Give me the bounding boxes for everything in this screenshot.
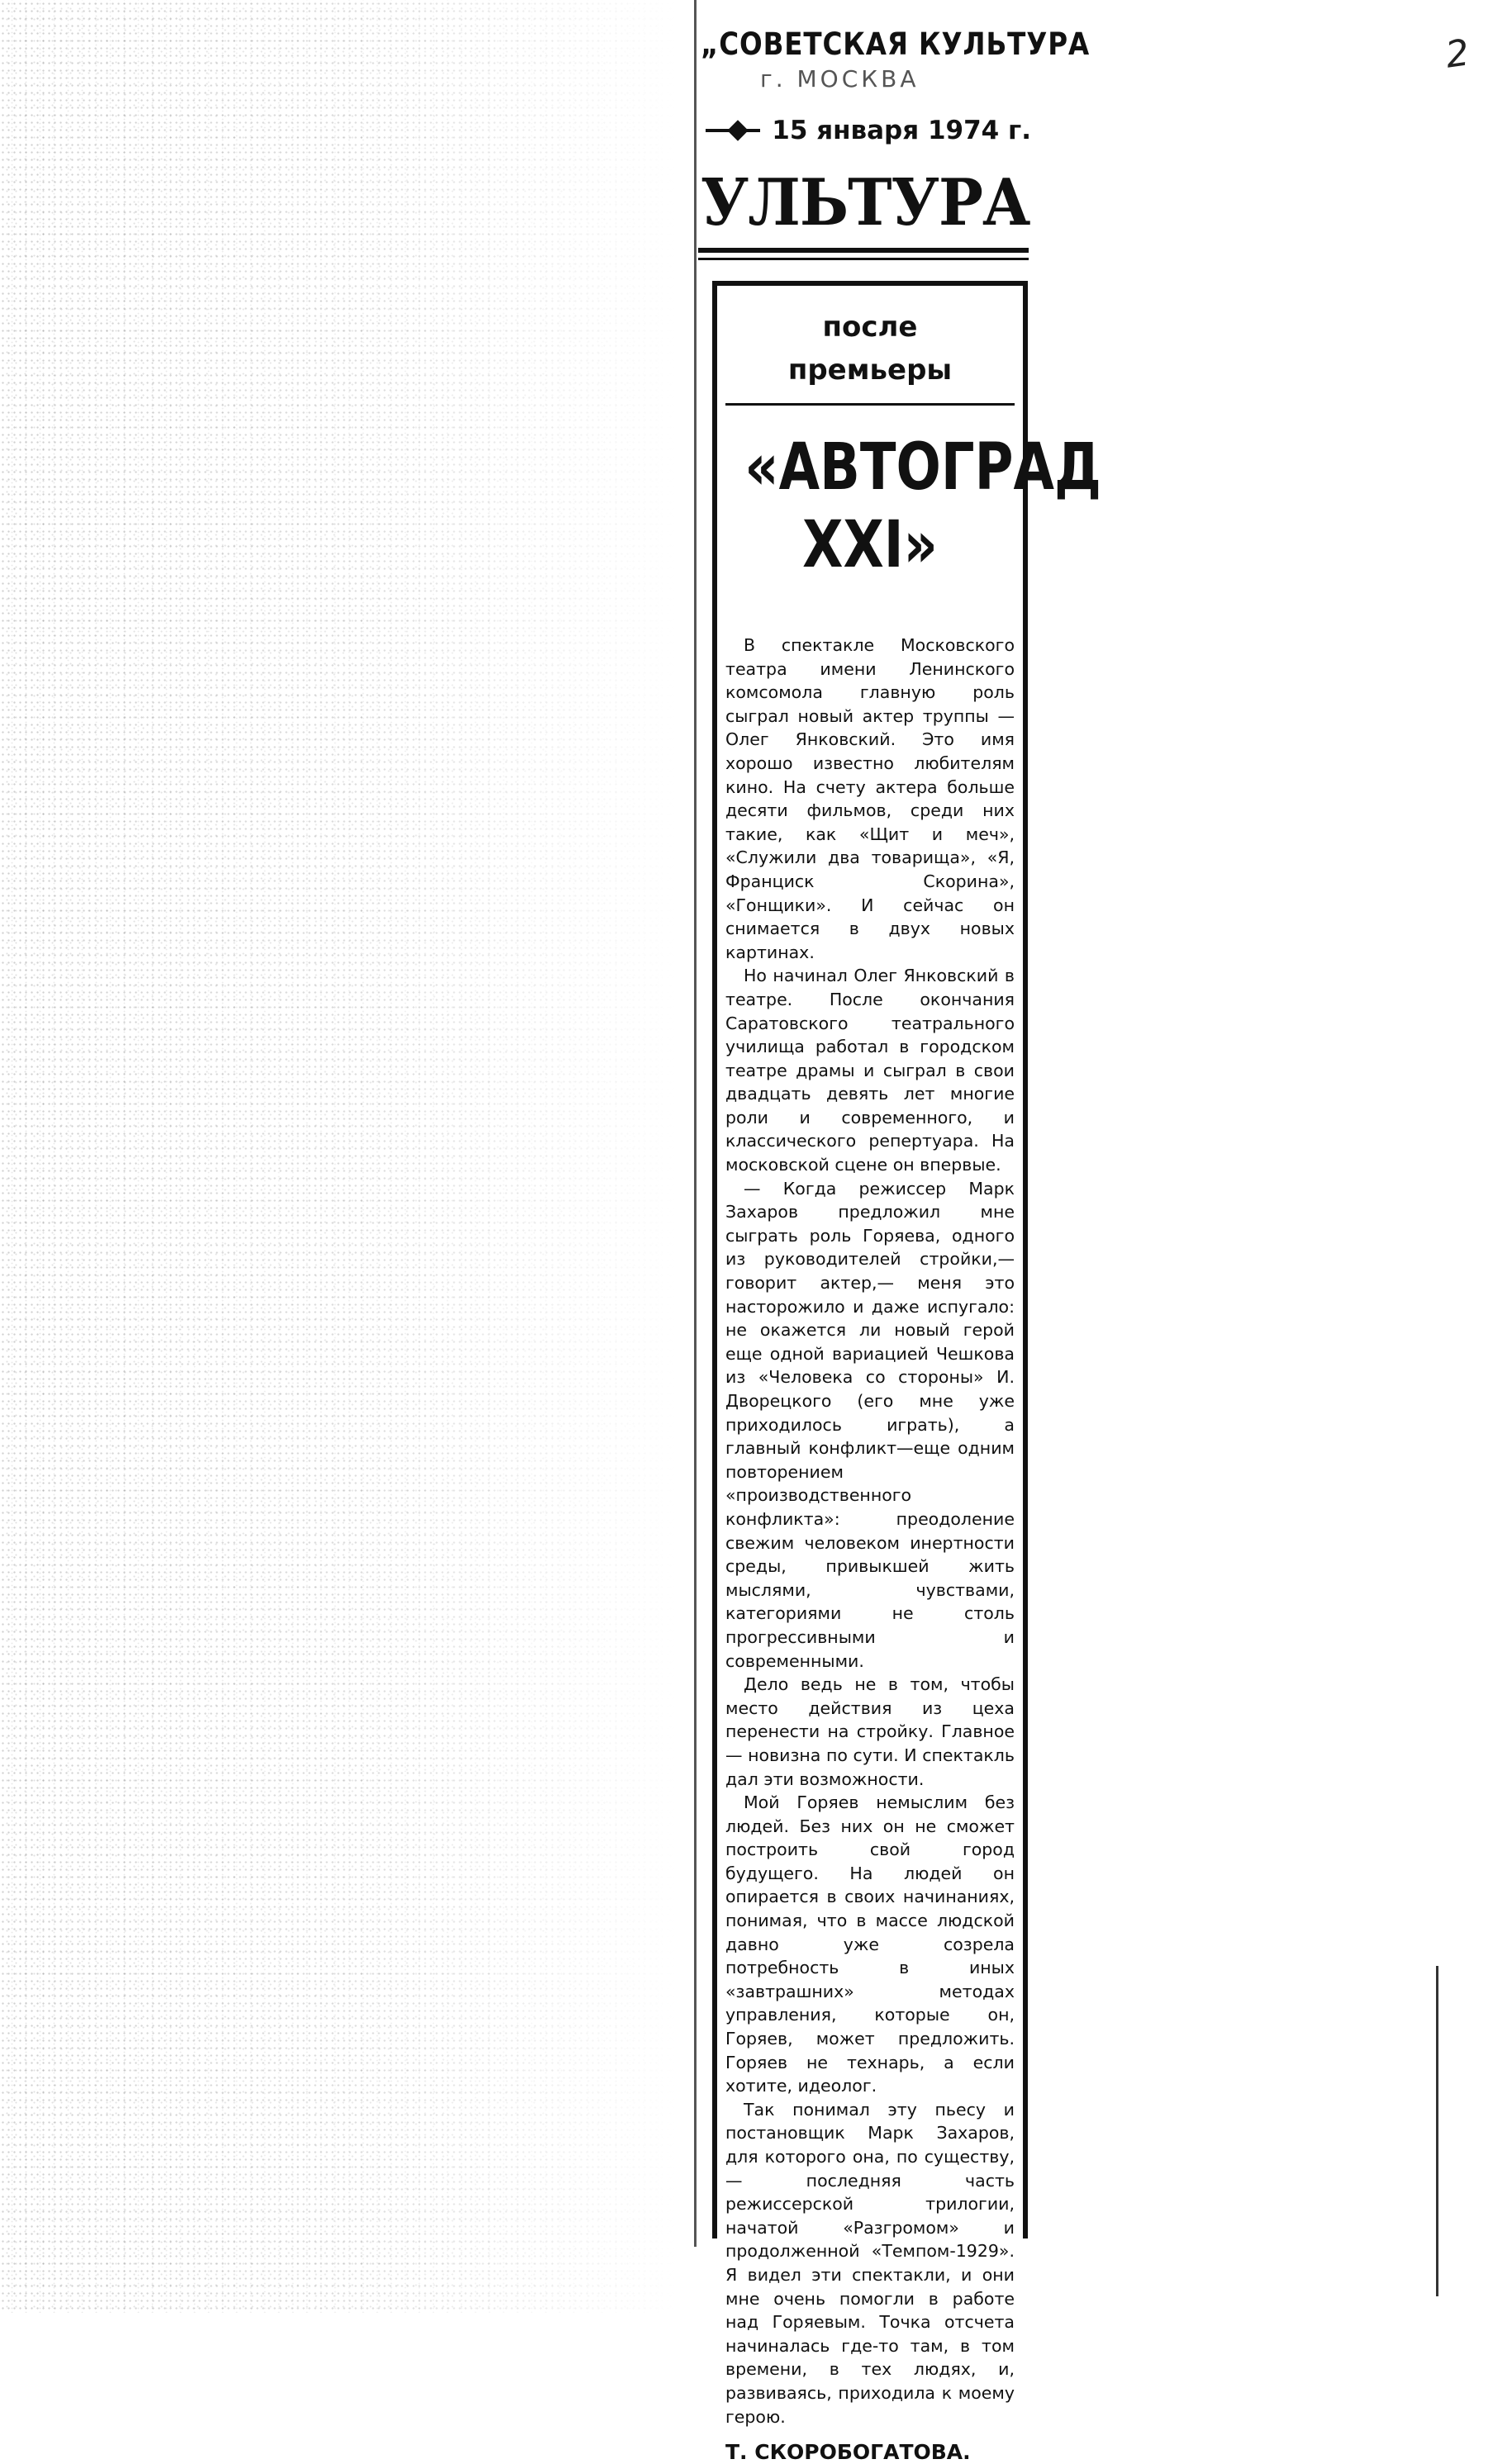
- scan-edge-line-left: [694, 0, 697, 2247]
- section-rule-bottom: [698, 258, 1029, 260]
- scan-edge-line-right: [1436, 1966, 1438, 2296]
- scan-noise-fade: [0, 0, 678, 2313]
- page-number-mark: 2: [1443, 31, 1472, 77]
- rubric: [717, 306, 1023, 392]
- rubric-divider: [725, 403, 1015, 406]
- article: [712, 281, 1101, 2464]
- paragraph: Дело ведь не в том, чтобы место действия из цеха перенести на стройку. Главное — новизна по сути. И спектакль дал эти возможности.: [725, 1674, 1015, 1789]
- headline-line-1: «АВТОГРАД: [744, 430, 1101, 505]
- author-signature: Т. СКОРОБОГАТОВА.: [725, 2440, 971, 2464]
- rubric-line-1: после: [822, 311, 918, 344]
- paragraph: Но начинал Олег Янковский в театре. После окончания Саратовского театрального училища работал в городском театре драмы и сыграл в свои двадцать девять лет многие роли и современного, и классического репертуара. На московской сцене он впервые.: [725, 966, 1015, 1175]
- paragraph: Мой Горяев немыслим без людей. Без них он не сможет построить свой город будущего. На людей он опирается в своих начинаниях, понимая, что в массе людской давно уже созрела потребность в иных «завтрашних» методах управления, которые он, Горяев, может предложить. Горяев не технарь, а если хотите, идеолог.: [725, 1792, 1015, 2096]
- publication-city: г. МОСКВА: [760, 65, 920, 93]
- paragraph: Так понимал эту пьесу и постановщик Марк Захаров, для которого она, по существу, — последняя часть режиссерской трилогии, начатой «Разгромом» и продолженной «Темпом-1929». Я видел эти спектакли, и они мне очень помогли в работе над Горяевым. Точка отсчета начиналась где-то там, в том времени, в тех людях, и, развиваясь, приходила к моему герою.: [725, 2099, 1015, 2427]
- diamond-rule-ornament: [706, 123, 760, 138]
- rubric-line-2: премьеры: [787, 354, 953, 387]
- article-body: [725, 634, 1015, 2428]
- section-title: УЛЬТУРА: [701, 165, 1030, 240]
- date-row: [706, 116, 1031, 145]
- issue-date: 15 января 1974 г.: [772, 116, 1031, 145]
- publication-name: „СОВЕТСКАЯ КУЛЬТУРА: [701, 26, 1091, 62]
- paragraph: — Когда режиссер Марк Захаров предложил мне сыграть роль Горяева, одного из руководителей стройки,—говорит актер,— меня это насторожило и даже испугало: не окажется ли новый герой еще одной вариацией Чешкова из «Человека со стороны» И. Дворецкого (его мне уже приходилось играть), а главный конфликт—еще одним повторением «производственного конфликта»: преодоление свежим человеком инертности среды, привыкшей жить мыслями, чувствами, категориями не столь прогрессивными и современными.: [725, 1178, 1015, 1671]
- masthead: [701, 15, 1091, 145]
- section-rule-top: [698, 248, 1029, 253]
- headline-line-2: XXI»: [802, 508, 938, 582]
- headline: [744, 429, 1101, 584]
- paragraph: В спектакле Московского театра имени Ленинского комсомола главную роль сыграл новый актер труппы — Олег Янковский. Это имя хорошо известно любителям кино. На счету актера больше десяти фильмов, среди них такие, как «Щит и меч», «Служили два товарища», «Я, Франциск Скорина», «Гонщики». И сейчас он снимается в двух новых картинах.: [725, 635, 1015, 962]
